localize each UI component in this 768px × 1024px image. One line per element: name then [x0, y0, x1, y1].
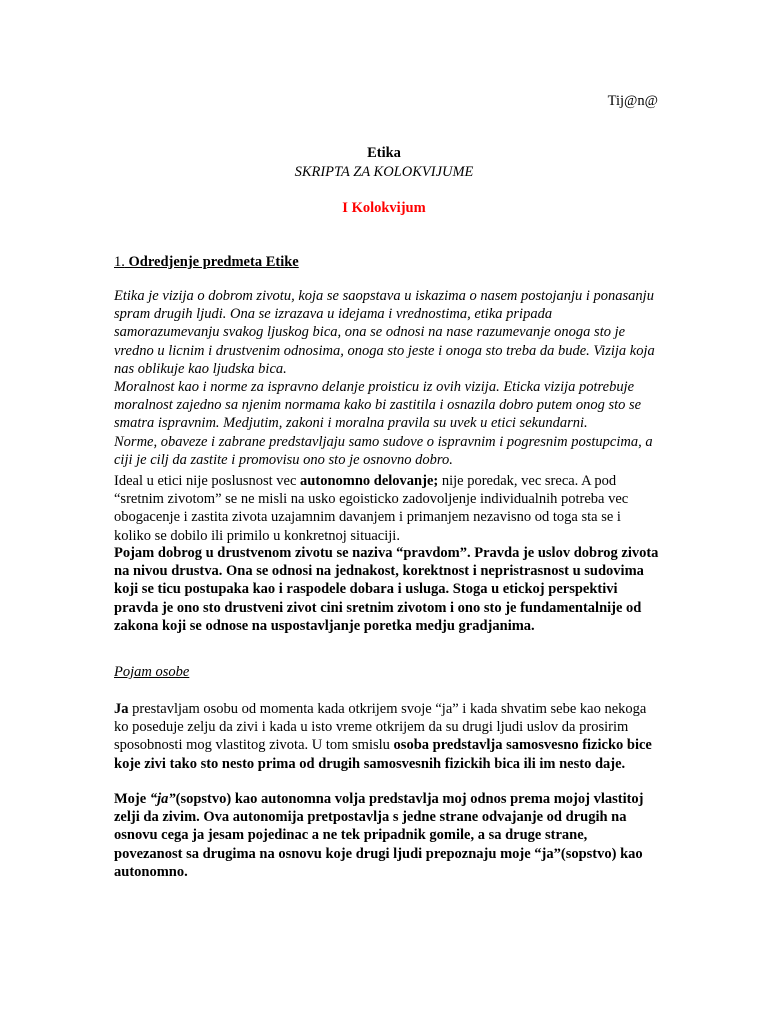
ideal-bold: autonomno delovanje; [300, 473, 439, 489]
ja-bold-2: osoba predstavlja samosvesno fizicko bice koje zivi tako sto nesto prima od drugih samosvesnih fizickih bica ili im nesto daje. [114, 737, 652, 772]
etika-italic-block [114, 287, 659, 469]
etika-paragraph-3: Norme, obaveze i zabrane predstavljaju samo sudove o ispravnim i pogresnim postupcima, a ciji je cilj da zastite i promovisu ono sto je osnovno dobro. [114, 433, 653, 468]
ideal-paragraph [114, 472, 659, 545]
ideal-rest: nije poredak, vec sreca. A pod “sretnim zivotom” se ne misli na usko egoisticko zadovoljenje individualnih potreba vec obogacenje i zastita zivota uzajamnim davanjem i primanjem nezavisno od toga sta se i koliko se dobilo ili primilo u konkretnoj situaciji. [114, 473, 629, 544]
ja-paragraph [114, 700, 659, 773]
etika-paragraph-2: Moralnost kao i norme za ispravno delanje proisticu iz ovih vizija. Eticka vizija potrebuje moralnost zajedno sa njenim normama kako bi zastitila i osnazila dobro putem onog sto se smatra ispravnim. Medjutim, zakoni i moralna pravila su uvek u etici sekundarni. [114, 379, 642, 432]
section1-heading [114, 254, 299, 271]
section1-number: 1. [114, 254, 125, 270]
pravda-paragraph [114, 544, 659, 635]
author-signature: Tij@n@ [607, 93, 658, 109]
moje-paragraph [114, 790, 659, 881]
section-title: I Kolokvijum [342, 200, 426, 216]
ideal-start: Ideal u etici nije poslusnost vec [114, 473, 297, 489]
section1-heading-text: Odredjenje predmeta Etike [128, 254, 299, 270]
moje-start: Moje [114, 791, 147, 807]
ja-bold: Ja [114, 701, 129, 717]
section2-heading: Pojam osobe [114, 664, 190, 680]
moje-rest: (sopstvo) kao autonomna volja predstavlja moj odnos prema mojoj vlastitoj zelji da zivim. Ova autonomija pretpostavlja s jedne strane odvajanje od drugih na osnovu cega ja jesam pojedinac a ne tek pripadnik gomile, a sa druge strane, povezanost sa drugima na osnovu koje drugi ljudi prepoznaju moje “ja”(sopstvo) kao autonomno. [114, 791, 644, 880]
document-subtitle: SKRIPTA ZA KOLOKVIJUME [294, 164, 474, 180]
etika-paragraph-1: Etika je vizija o dobrom zivotu, koja se saopstava u iskazima o nasem postojanju i ponasanju spram drugih ljudi. Ona se izrazava u idejama i vrednostima, etika pripada samorazumevanju svakog ljuskog bica, ona se odnosi na nase razumevanje onoga sto je vredno u licnim i drustvenim odnosima, onoga sto jeste i onoga sto treba da bude. Vizija koja nas oblikuje kao ljudska bica. [114, 288, 655, 377]
document-title: Etika [367, 145, 401, 161]
pravda-text: Pojam dobrog u drustvenom zivotu se naziva “pravdom”. Pravda je uslov dobrog zivota na nivou drustva. Ona se odnosi na jednakost, korektnost i nepristrasnost u sudovima koji se ticu postupaka kao i raspodele dobara i usluga. Stoga u etickoj perspektivi pravda je ono sto drustveni zivot cini sretnim zivotom i ono sto je fundamentalnije od zakona koji se odnose na uspostavljanje poretka medju gradjanima. [114, 545, 659, 634]
ja-text: prestavljam osobu od momenta kada otkrijem svoje “ja” i kada shvatim sebe kao nekoga ko poseduje zelju da zivi i kada u isto vreme otkrijem da su drugi ljudi uslov da prosirim sposobnosti mog vlastitog zivota. U tom smislu [114, 701, 647, 754]
moje-ja: “ja” [149, 791, 176, 807]
